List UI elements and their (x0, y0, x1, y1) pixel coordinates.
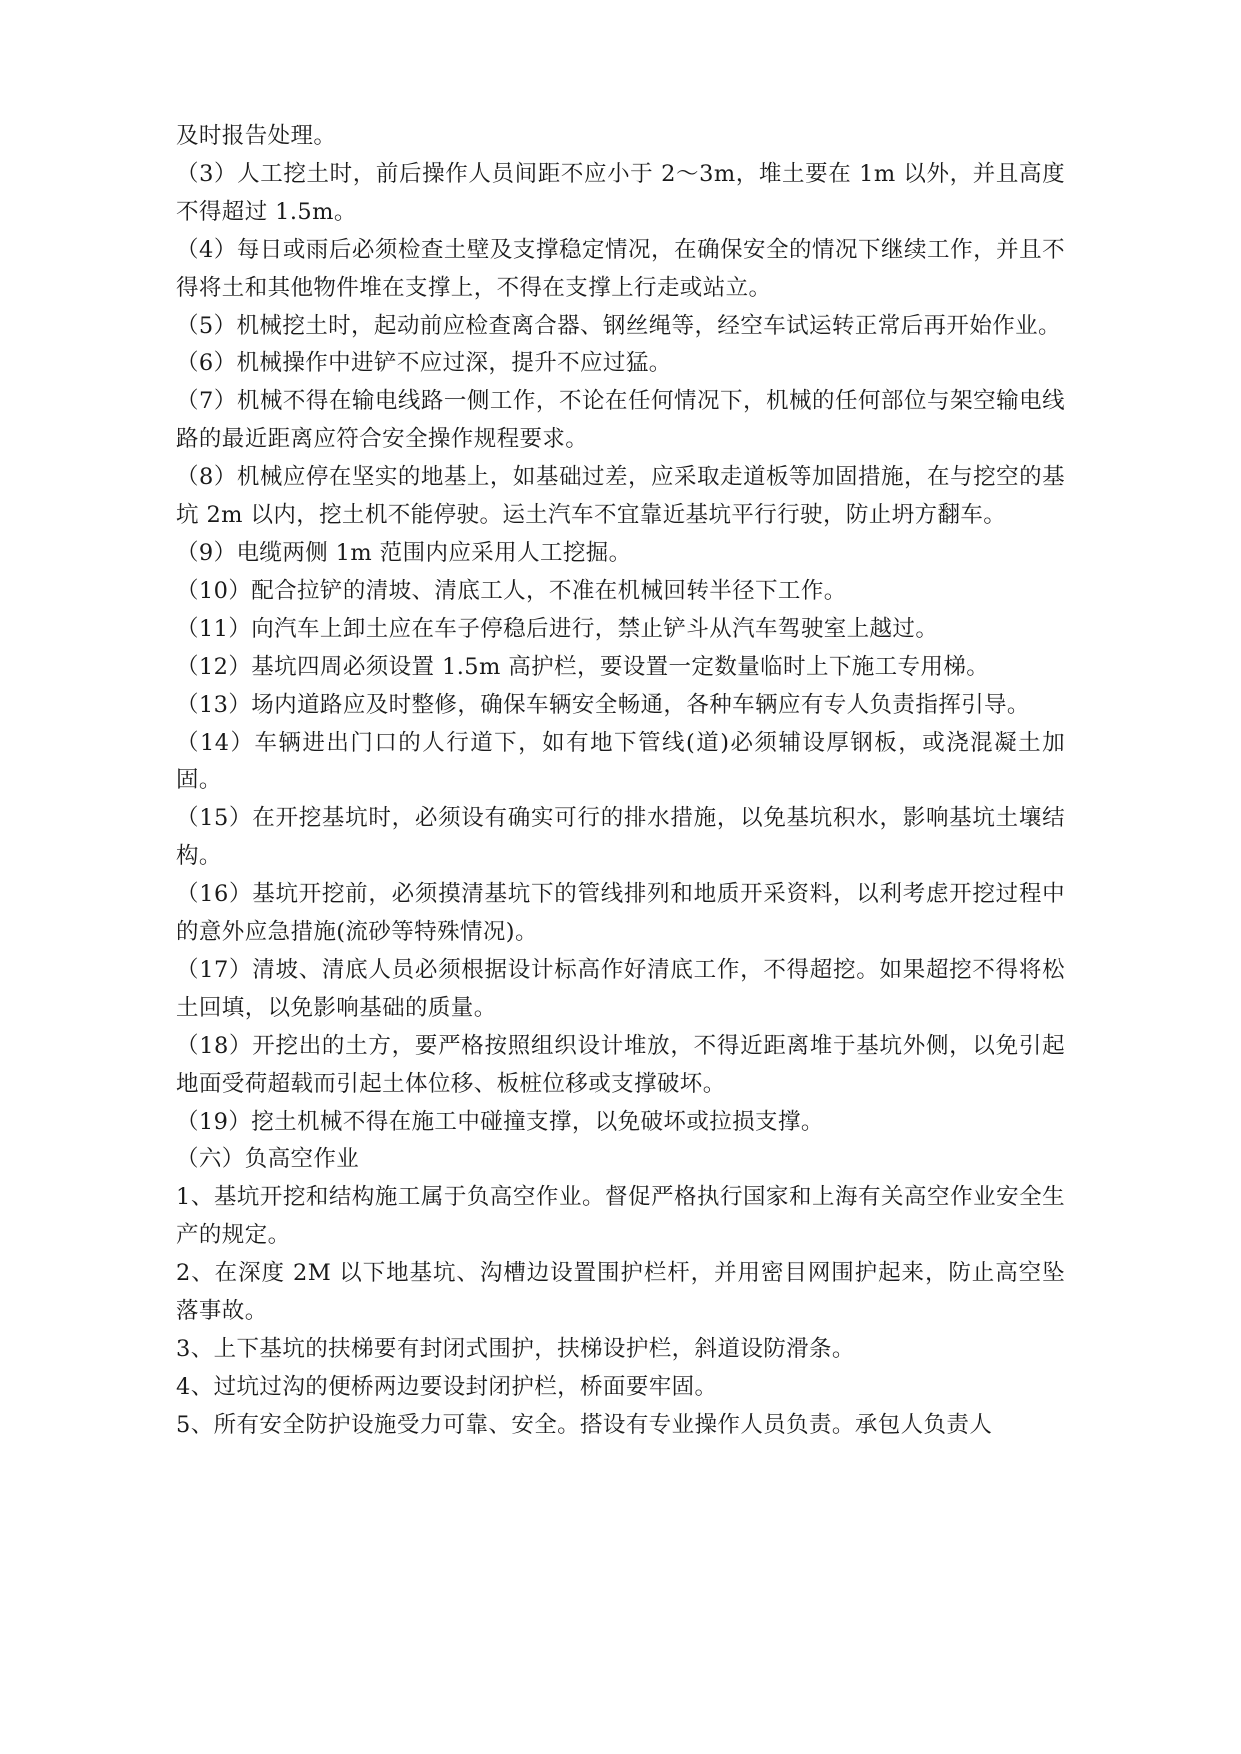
paragraph: （4）每日或雨后必须检查土壁及支撑稳定情况，在确保安全的情况下继续工作，并且不得将土和其他物件堆在支撑上，不得在支撑上行走或站立。 (176, 236, 1065, 301)
paragraph: （19）挖土机械不得在施工中碰撞支撑，以免破坏或拉损支撑。 (176, 1108, 824, 1135)
paragraph: （16）基坑开挖前，必须摸清基坑下的管线排列和地质开采资料，以利考虑开挖过程中的意外应急措施(流砂等特殊情况)。 (176, 881, 1065, 946)
paragraph: （14）车辆进出门口的人行道下，如有地下管线(道)必须辅设厚钢板，或浇混凝土加固。 (176, 729, 1065, 794)
paragraph: （11）向汽车上卸土应在车子停稳后进行，禁止铲斗从汽车驾驶室上越过。 (176, 615, 939, 642)
paragraph: （18）开挖出的土方，要严格按照组织设计堆放，不得近距离堆于基坑外侧，以免引起地面受荷超载而引起土体位移、板桩位移或支撑破坏。 (176, 1032, 1065, 1097)
paragraph: 5、所有安全防护设施受力可靠、安全。搭设有专业操作人员负责。承包人负责人 (176, 1411, 993, 1438)
paragraph: 2、在深度 2M 以下地基坑、沟槽边设置围护栏杆，并用密目网围护起来，防止高空坠落事故。 (176, 1260, 1065, 1325)
paragraph: 1、基坑开挖和结构施工属于负高空作业。督促严格执行国家和上海有关高空作业安全生产的规定。 (176, 1184, 1065, 1249)
paragraph: （7）机械不得在输电线路一侧工作，不论在任何情况下，机械的任何部位与架空输电线路的最近距离应符合安全操作规程要求。 (176, 388, 1065, 453)
paragraph: （9）电缆两侧 1m 范围内应采用人工挖掘。 (176, 539, 632, 566)
paragraph: （8）机械应停在坚实的地基上，如基础过差，应采取走道板等加固措施，在与挖空的基坑 2m 以内，挖土机不能停驶。运土汽车不宜靠近基坑平行行驶，防止坍方翻车。 (176, 464, 1065, 529)
section-heading: （六）负高空作业 (176, 1146, 360, 1173)
paragraph: 4、过坑过沟的便桥两边要设封闭护栏，桥面要牢固。 (176, 1373, 718, 1400)
paragraph: 3、上下基坑的扶梯要有封闭式围护，扶梯设护栏，斜道设防滑条。 (176, 1336, 855, 1362)
paragraph: （5）机械挖土时，起动前应检查离合器、钢丝绳等，经空车试运转正常后再开始作业。 (176, 312, 1061, 339)
paragraph: （15）在开挖基坑时，必须设有确实可行的排水措施，以免基坑积水，影响基坑土壤结构。 (176, 805, 1065, 870)
paragraph: （3）人工挖土时，前后操作人员间距不应小于 2～3m，堆土要在 1m 以外，并且高度不得超过 1.5m。 (176, 160, 1065, 225)
paragraph: （10）配合拉铲的清坡、清底工人，不准在机械回转半径下工作。 (176, 577, 847, 604)
paragraph: 及时报告处理。 (176, 123, 337, 149)
paragraph: （17）清坡、清底人员必须根据设计标高作好清底工作，不得超挖。如果超挖不得将松土回填，以免影响基础的质量。 (176, 956, 1065, 1021)
paragraph: （12）基坑四周必须设置 1.5m 高护栏，要设置一定数量临时上下施工专用梯。 (176, 653, 990, 680)
paragraph: （13）场内道路应及时整修，确保车辆安全畅通，各种车辆应有专人负责指挥引导。 (176, 691, 1030, 718)
paragraph: （6）机械操作中进铲不应过深，提升不应过猛。 (176, 350, 672, 377)
